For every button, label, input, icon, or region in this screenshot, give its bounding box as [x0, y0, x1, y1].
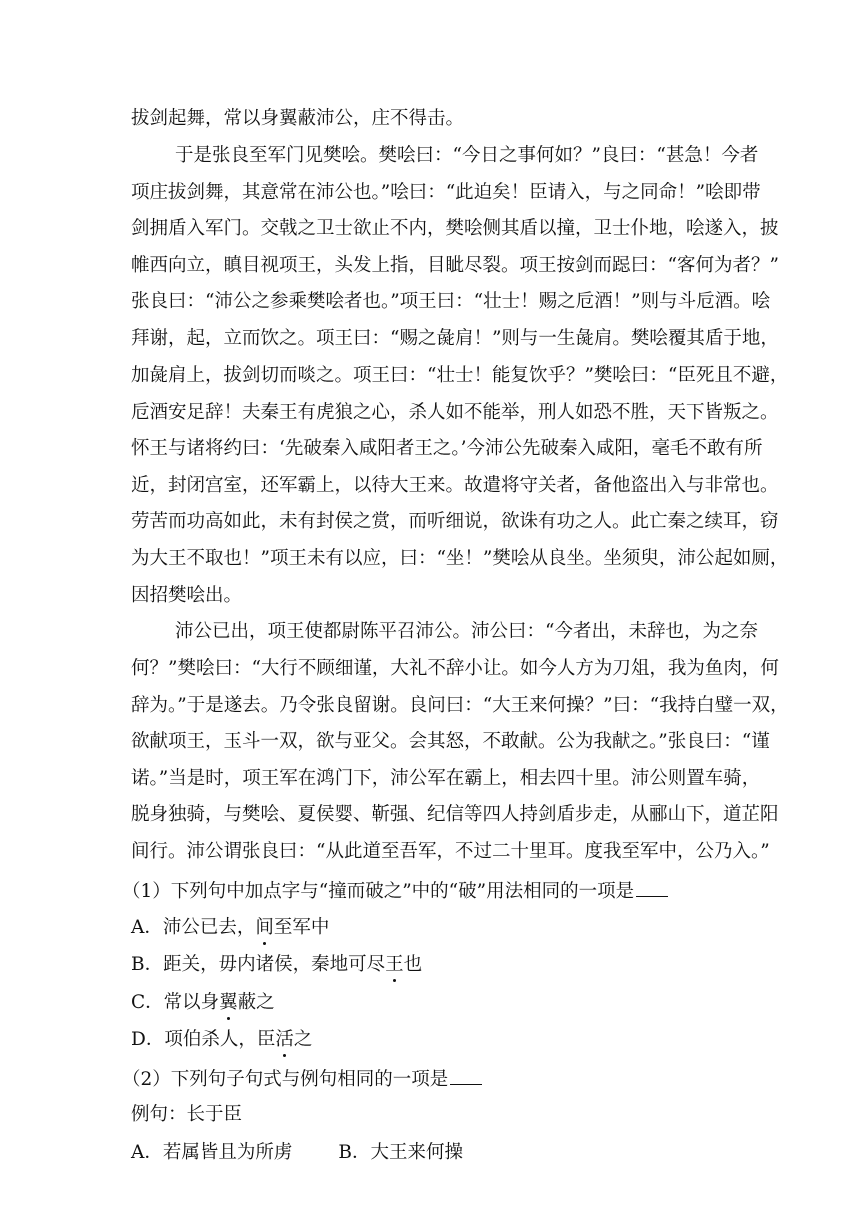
option-b-text-end: 也: [403, 954, 423, 975]
passage-line-21: 间行。沛公谓张良曰：“从此道至吾军，不过二十里耳。度我至军中，公乃入。”: [131, 841, 770, 862]
option-a-text: A．若属皆且为所虏: [131, 1142, 293, 1163]
passage-line-12: 劳苦而功高如此，未有封侯之赏，而听细说，欲诛有功之人。此亡秦之续耳，窃: [131, 511, 779, 532]
option-c-text-end: 蔽之: [237, 992, 275, 1013]
passage-line-17: 辞为。”于是遂去。乃令张良留谢。良问曰：“大王来何操？”曰：“我持白璧一双，: [131, 695, 789, 716]
passage-line-19: 诺。”当是时，项王军在鸿门下，沛公军在霸上，相去四十里。沛公则置车骑，: [131, 768, 761, 789]
question-1-stem: [122, 878, 722, 904]
question-2-stem-text: （2）下列句子句式与例句相同的一项是: [122, 1069, 449, 1090]
passage-line-20: 脱身独骑，与樊哙、夏侯婴、靳强、纪信等四人持剑盾步走，从郦山下，道芷阳: [131, 804, 779, 825]
question-1-option-a: [131, 916, 731, 940]
passage-line-8: 加彘肩上，拔剑切而啖之。项王曰：“壮士！能复饮乎？”樊哙曰：“臣死且不避，: [131, 365, 789, 386]
dotted-character: 间: [255, 917, 274, 938]
question-2-example: 例句：长于臣: [131, 1104, 243, 1125]
dotted-character: 王: [385, 954, 404, 975]
option-a-text: A．沛公已去，: [131, 917, 256, 938]
question-1-option-c: [131, 991, 731, 1015]
passage-line-18: 欲献项王，玉斗一双，欲与亚父。会其怒，不敢献。公为我献之。”张良曰：“谨: [131, 731, 770, 752]
question-1-option-b: [131, 953, 731, 977]
option-d-text: D．项伯杀人，臣: [131, 1029, 276, 1050]
answer-blank-2: [450, 1066, 482, 1085]
option-d-text-end: 之: [293, 1029, 313, 1050]
dotted-character: 翼: [219, 992, 238, 1013]
question-1-option-d: [131, 1028, 731, 1052]
passage-line-7: 拜谢，起，立而饮之。项王曰：“赐之彘肩！”则与一生彘肩。樊哙覆其盾于地，: [131, 328, 779, 349]
question-2-options: [131, 1141, 731, 1165]
passage-line-14: 因招樊哙出。: [131, 585, 243, 606]
passage-line-3: 项庄拔剑舞，其意常在沛公也。”哙曰：“此迫矣！臣请入，与之同命！”哙即带: [131, 182, 761, 203]
answer-blank-1: [636, 878, 668, 897]
passage-line-15: 沛公已出，项王使都尉陈平召沛公。沛公曰：“今者出，未辞也，为之奈: [175, 621, 758, 642]
passage-line-1: 拔剑起舞，常以身翼蔽沛公，庄不得击。: [131, 108, 465, 129]
passage-line-4: 剑拥盾入军门。交戟之卫士欲止不内，樊哙侧其盾以撞，卫士仆地，哙遂入，披: [131, 218, 779, 239]
question-2-stem: [122, 1066, 722, 1092]
passage-line-6: 张良曰：“沛公之参乘樊哙者也。”项王曰：“壮士！赐之卮酒！”则与斗卮酒。哙: [131, 291, 771, 312]
dotted-character: 活: [275, 1029, 294, 1050]
question-1-stem-text: （1）下列句中加点字与“撞而破之”中的“破”用法相同的一项是: [122, 881, 635, 902]
passage-line-16: 何？”樊哙曰：“大行不顾细谨，大礼不辞小让。如今人方为刀俎，我为鱼肉，何: [131, 658, 779, 679]
passage-line-2: 于是张良至军门见樊哙。樊哙曰：“今日之事何如？”良曰：“甚急！今者: [175, 145, 759, 166]
option-b-text: B．距关，毋内诸侯，秦地可尽: [131, 954, 386, 975]
option-a-text-end: 至军中: [273, 917, 330, 938]
passage-line-5: 帷西向立，瞋目视项王，头发上指，目眦尽裂。项王按剑而跽曰：“客何为者？”: [131, 255, 779, 276]
passage-line-13: 为大王不取也！”项王未有以应，曰：“坐！”樊哙从良坐。坐须臾，沛公起如厕，: [131, 548, 789, 569]
passage-line-10: 怀王与诸将约曰：‘先破秦入咸阳者王之。’今沛公先破秦入咸阳，毫毛不敢有所: [131, 438, 763, 459]
option-b-text: B．大王来何操: [338, 1142, 463, 1163]
passage-line-11: 近，封闭宫室，还军霸上，以待大王来。故遣将守关者，备他盗出入与非常也。: [131, 475, 779, 496]
option-c-text: C．常以身: [131, 992, 220, 1013]
passage-line-9: 卮酒安足辞！夫秦王有虎狼之心，杀人如不能举，刑人如恐不胜，天下皆叛之。: [131, 402, 779, 423]
